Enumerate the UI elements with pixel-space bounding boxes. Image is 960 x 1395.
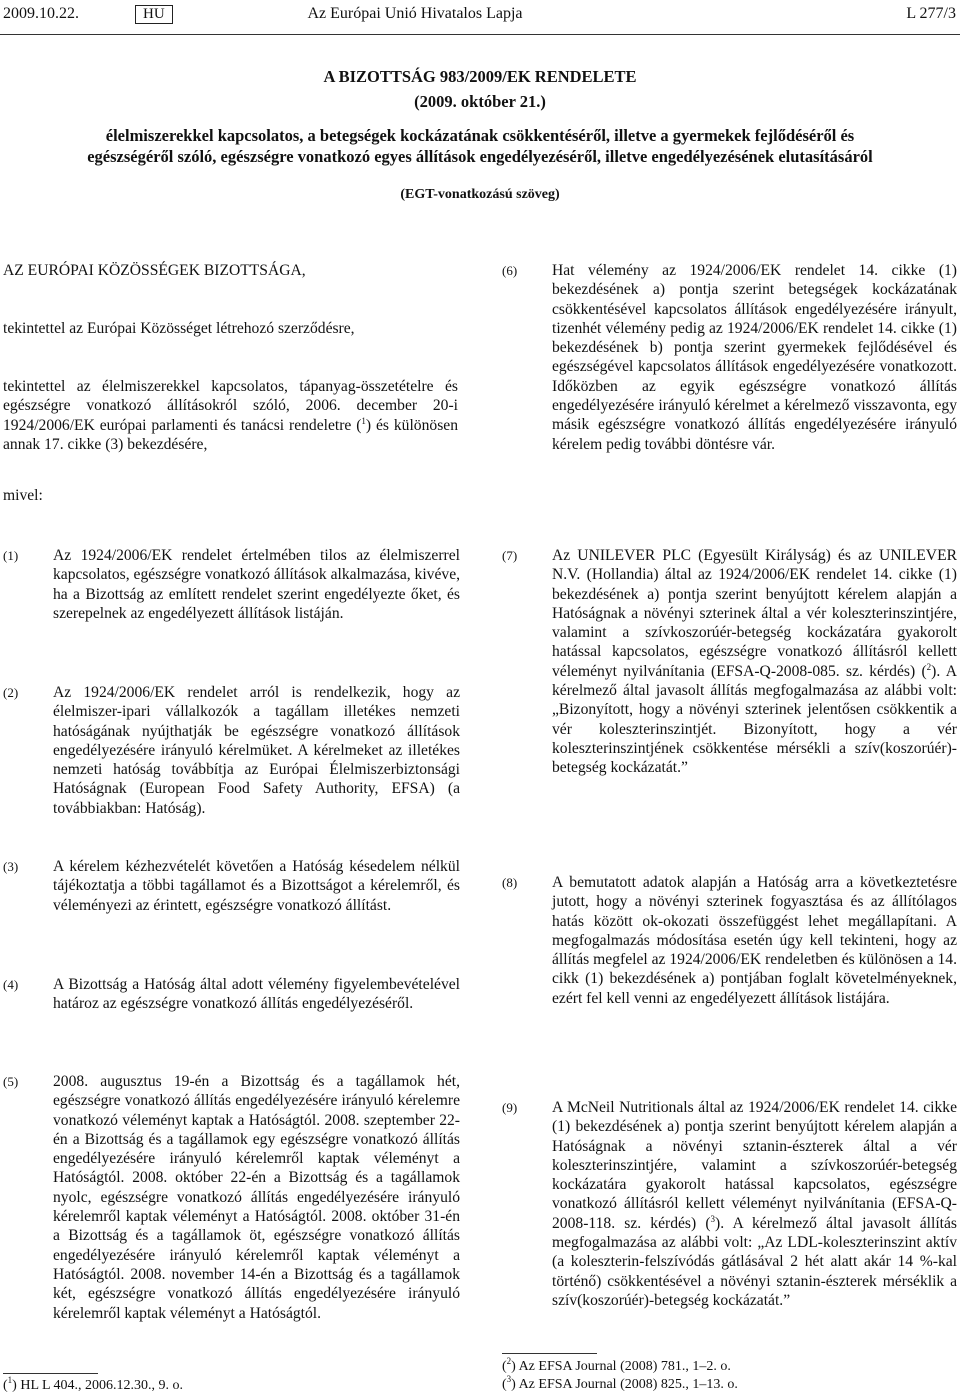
footnote-divider-right (502, 1353, 597, 1354)
header-divider (0, 34, 960, 35)
recital-text: A bemutatott adatok alapján a Hatóság arra a következtetésre jutott, hogy a növényi szterinek fogyasztása és az állítólagos hatás között ok-okozati összefüggést lehet megállapítani. A megfogalmazás módosítása esetén úgy kell tekinteni, hogy az állítás megfelel az 1924/2006/EK rendeletben és különösen a 14. cikk (1) bekezdésének a) pontjában foglalt követelményeknek, ezért fel kell venni az engedélyezett állítások listájára. (552, 874, 957, 1007)
footnote-divider-left (3, 1373, 98, 1374)
footnote-3: ($^3$) Az EFSA Journal (2008) 825., 1–13. o. (502, 1374, 738, 1392)
page-header (0, 5, 960, 27)
footnote-1: ($^1$) HL L 404., 2006.12.30., 9. o. (3, 1375, 184, 1393)
recital-text: A McNeil Nutritionals által az 1924/2006/EK rendelet 14. cikke (1) bekezdésének a) pontja szerint benyújtott kérelem alapján a Hatóságnak a növényi sztanin-észterek által a vér koleszterinszintjére, valamint a szívkoszorúér-betegség kockázatára gyakorolt hatással kapcsolatos, egészségre vonatkozó állításról kellett véleményt nyilvánítania (EFSA-Q-2008-118. sz. kérdés) ($^3$). A kérelmező által javasolt állítás megfogalmazása az alábbi volt: „Az LDL-koleszterinszint aktív (a koleszterin-felszívódás gátlásával 2 hét alatt akár 14 %-kal történő) csökkentésével a növényi sztanin-észterek mérséklik a szív(koszorúér)-betegség kockázatát.” (552, 1099, 957, 1309)
recital-number: (6) (502, 263, 518, 278)
recital-number: (1) (3, 548, 19, 563)
recital-7 (502, 546, 957, 778)
journal-title: Az Európai Unió Hivatalos Lapja (307, 5, 523, 22)
recital-number: (4) (3, 977, 19, 992)
preamble-regulation: tekintettel az élelmiszerekkel kapcsolatos, tápanyag-összetételre és egészségre vonatkozó állításokról szóló, 2006. december 20-i 1924/2006/EK európai parlamenti és tanácsi rendeletre ($^1$) és különösen annak 17. cikke (3) bekezdésére, (3, 378, 458, 453)
regulation-subject: élelmiszerekkel kapcsolatos, a betegségek kockázatának csökkentéséről, illetve a gyermekek fejlődéséről és egészségéről szóló, egészségre vonatkozó egyes állítások engedélyezéséről, illetve engedélyezésének elutasításáról (87, 126, 873, 166)
regulation-title-block (60, 66, 900, 204)
recital-number: (7) (502, 548, 518, 563)
footnote-ref-3: 3 (710, 1213, 716, 1224)
preamble-treaty: tekintettel az Európai Közösséget létrehozó szerződésre, (3, 320, 355, 337)
eea-relevance: (EGT-vonatkozású szöveg) (400, 187, 560, 202)
regulation-title: A BIZOTTSÁG 983/2009/EK RENDELETE (323, 67, 637, 86)
language-badge: HU (135, 5, 173, 24)
footnote-ref-2: 2 (926, 661, 932, 672)
recital-text: A kérelem kézhezvételét követően a Hatóság késedelem nélkül tájékoztatja a többi tagállamot és a Bizottságot a kérelemről, és véleményezi az érintett, egészségre vonatkozó állítást. (53, 858, 460, 914)
recital-8 (502, 873, 957, 1008)
footnote-2: ($^2$) Az EFSA Journal (2008) 781., 1–2. o. (502, 1356, 731, 1374)
recital-number: (9) (502, 1100, 518, 1115)
page-reference: L 277/3 (906, 5, 956, 22)
recital-2 (3, 683, 460, 818)
recital-5 (3, 1072, 460, 1323)
footnote-ref-1: 1 (361, 415, 366, 426)
recital-number: (2) (3, 685, 19, 700)
recital-9 (502, 1098, 957, 1310)
recital-number: (8) (502, 875, 518, 890)
publication-date: 2009.10.22. (3, 5, 79, 22)
recital-text: 2008. augusztus 19-én a Bizottság és a tagállamok hét, egészségre vonatkozó állítás engedélyezésére irányuló kérelemre vonatkozó véleményt kaptak a Hatóságtól. 2008. szeptember 22-én a Bizottság és a tagállamok egy egészségre vonatkozó állítás engedélyezésére irányuló kérelemről kaptak véleményt a Hatóságtól. 2008. október 22-én a Bizottság és a tagállamok nyolc, egészségre vonatkozó állítás engedélyezésére irányuló kérelemről kaptak véleményt a Hatóságtól. 2008. október 31-én a Bizottság és a tagállamok öt, egészségre vonatkozó állítás engedélyezésére irányuló kérelemről kaptak véleményt a Hatóságtól. 2008. november 14-én a Bizottság és a tagállamok két, egészségre vonatkozó állítás engedélyezésére irányuló kérelemről kaptak véleményt a Hatóságtól. (53, 1073, 460, 1322)
recital-text: Az 1924/2006/EK rendelet arról is rendelkezik, hogy az élelmiszer-ipari vállalkozók a tagállam illetékes nemzeti hatóságának nyújthatják be egészségre vonatkozó állítások engedélyezésére irányuló kérelmüket. A kérelmeket az illetékes nemzeti hatóság továbbítja az Európai Élelmiszerbiztonsági Hatóságnak (European Food Safety Authority, EFSA) (a továbbiakban: Hatóság). (53, 684, 460, 817)
recital-text: Az UNILEVER PLC (Egyesült Királyság) és az UNILEVER N.V. (Hollandia) által az 1924/2006/EK rendelet 14. cikke (1) bekezdésének a) pontja szerint benyújtott kérelem alapján a Hatóságnak a növényi szterinek által a vér koleszterinszintjére, valamint a szívkoszorúér-betegség kockázatára gyakorolt hatással kapcsolatos, egészségre vonatkozó állításról kellett véleményt nyilvánítania (EFSA-Q-2008-085. sz. kérdés) ($^2$). A kérelmező által javasolt állítás megfogalmazása az alábbi volt: „Bizonyított, hogy a növényi szterinek jelentősen csökkentik a vér koleszterinszintjét. Bizonyított, hogy a vér koleszterinszintjének csökkentése mérsékli a szív(koszorúér)-betegség kockázatát.” (552, 547, 958, 777)
recital-3 (3, 857, 460, 915)
preamble-authority: AZ EURÓPAI KÖZÖSSÉGEK BIZOTTSÁGA, (3, 262, 306, 279)
regulation-date: (2009. október 21.) (414, 92, 546, 111)
recital-1 (3, 546, 460, 623)
recital-6 (502, 261, 957, 454)
recital-number: (3) (3, 859, 19, 874)
recital-text: Az 1924/2006/EK rendelet értelmében tilos az élelmiszerrel kapcsolatos, egészségre vonatkozó állítások alkalmazása, kivéve, ha a Bizottság az említett rendelet szerint engedélyezte őket, és szerepelnek az engedélyezett állítások listáján. (53, 547, 461, 622)
recital-text: Hat vélemény az 1924/2006/EK rendelet 14. cikke (1) bekezdésének a) pontja szerint betegségek kockázatának csökkentésével kapcsolatos állítások engedélyezésére irányult, tizenhét vélemény pedig az 1924/2006/EK rendelet 14. cikke (1) bekezdésének b) pontja szerint gyermekek fejlődésével és egészségével kapcsolatos állítások engedélyezésére vonatkozott. Időközben az egyik egészségre vonatkozó állítás engedélyezésére irányuló kérelmet a kérelmező visszavonta, egy másik egészségre vonatkozó állítás engedélyezésére irányuló kérelem pedig további döntésre vár. (552, 262, 957, 453)
recital-number: (5) (3, 1074, 19, 1089)
whereas-label: mivel: (3, 487, 43, 504)
recital-text: A Bizottság a Hatóság által adott vélemény figyelembevételével határoz az egészségre vonatkozó állítás engedélyezéséről. (53, 976, 460, 1013)
recital-4 (3, 975, 460, 1014)
